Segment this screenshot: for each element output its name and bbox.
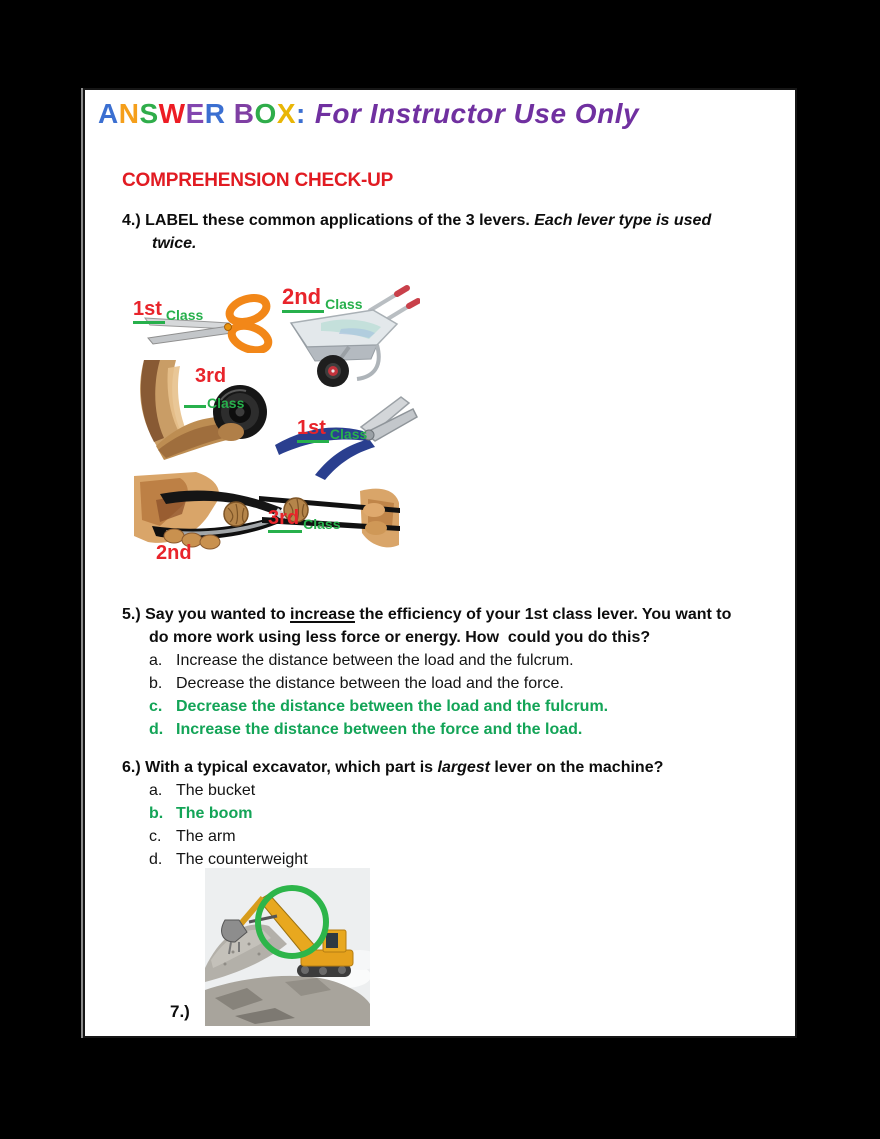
option-6c: c. The arm <box>149 828 236 845</box>
question-6-options <box>149 779 787 871</box>
question-6-line1 <box>122 756 787 779</box>
question-4 <box>122 209 782 255</box>
answer-box-letters: ANSWER BOX: <box>98 98 306 129</box>
question-5 <box>122 603 787 741</box>
instructor-subtitle: For Instructor Use Only <box>314 98 640 129</box>
question-4-lead: 4.) LABEL these common applications of the 3 levers. <box>122 212 535 229</box>
question-4-line2: twice. <box>152 235 197 252</box>
option-6d: d. The counterweight <box>149 851 308 868</box>
option-5b: b. Decrease the distance between the load and the force. <box>149 675 564 692</box>
option-5c-correct: c. Decrease the distance between the load and the fulcrum. <box>149 698 609 715</box>
scissors-answer: 1st <box>133 298 165 324</box>
excavator-image <box>205 868 370 1026</box>
document-page <box>83 88 797 1038</box>
question-5-line2: do more work using less force or energy. How could you do this? <box>149 629 651 646</box>
arm-curl-class-word: Class <box>184 395 244 411</box>
question-7-label: 7.) <box>170 1002 190 1021</box>
arm-curl-label <box>183 365 245 411</box>
question-6 <box>122 756 787 871</box>
pliers-class-word: Class <box>329 426 368 442</box>
question-5-options <box>149 649 787 741</box>
question-6-italic-word: largest <box>437 759 490 776</box>
option-6a: a. The bucket <box>149 782 256 799</box>
option-5d-correct: d. Increase the distance between the force and the load. <box>149 721 583 738</box>
page-title <box>98 98 639 130</box>
chopsticks-label <box>268 507 341 532</box>
question-5-post: the efficiency of your 1st class lever. You want to <box>354 606 732 623</box>
lever-figures-collage <box>85 280 795 580</box>
pliers-label <box>297 417 368 442</box>
nutcracker-answer: 2nd <box>156 542 192 564</box>
chopsticks-answer: 3rd <box>268 507 302 533</box>
question-5-line1 <box>122 603 787 626</box>
pliers-answer: 1st <box>297 417 329 443</box>
wheelbarrow-class-word: Class <box>325 296 363 312</box>
question-6-pre: 6.) With a typical excavator, which part is <box>122 759 438 776</box>
option-5a: a. Increase the distance between the load and the fulcrum. <box>149 652 574 669</box>
question-4-italic: Each lever type is used <box>534 212 712 229</box>
question-5-underlined-word: increase <box>290 606 355 623</box>
wheelbarrow-answer: 2nd <box>282 284 324 313</box>
question-6-post: lever on the machine? <box>489 759 664 776</box>
question-5-pre: 5.) Say you wanted to <box>122 606 291 623</box>
nutcracker-label <box>156 543 196 563</box>
option-6b-correct: b. The boom <box>149 805 253 822</box>
scissors-label <box>133 298 204 323</box>
section-heading: COMPREHENSION CHECK-UP <box>122 170 394 191</box>
chopsticks-class-word: Class <box>303 516 341 532</box>
scissors-class-word: Class <box>165 307 204 323</box>
arm-curl-answer: 3rd <box>195 365 227 387</box>
wheelbarrow-label <box>282 284 363 312</box>
